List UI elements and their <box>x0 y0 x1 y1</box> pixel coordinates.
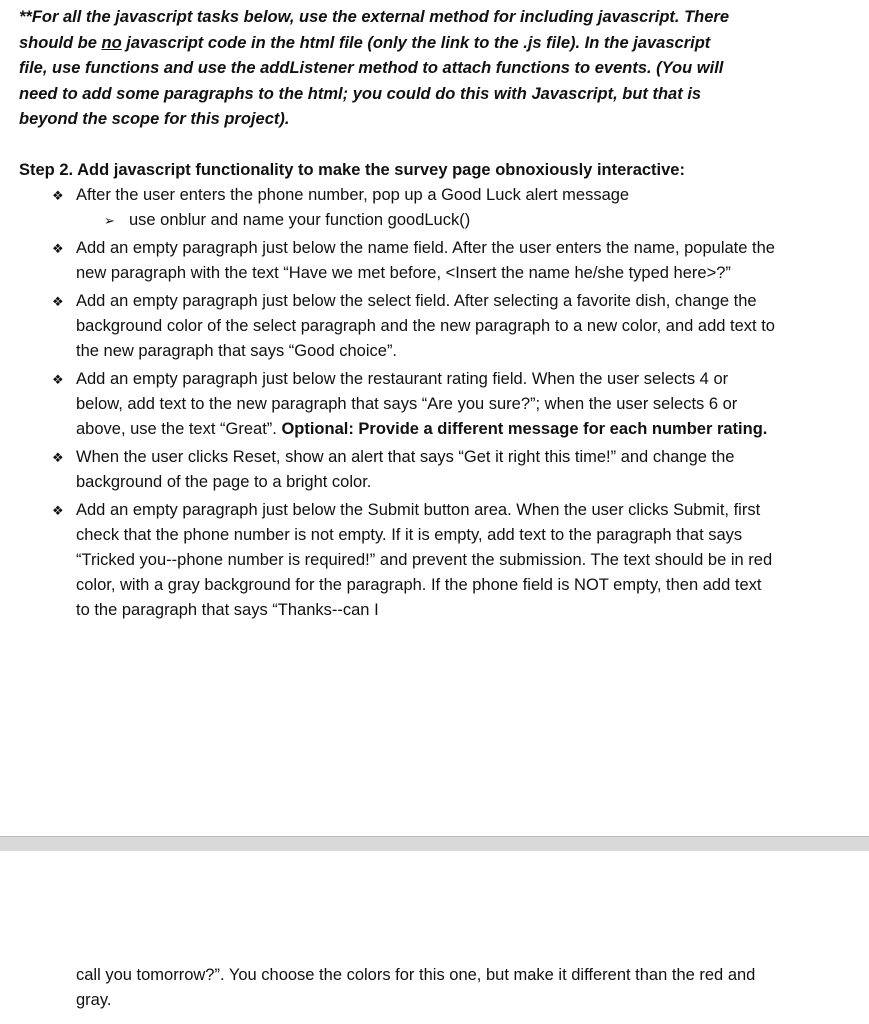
diamond-bullet-icon: ❖ <box>52 372 64 387</box>
intro-instructions <box>19 5 739 133</box>
diamond-bullet-icon: ❖ <box>52 241 64 256</box>
list-item-text: When the user clicks Reset, show an alert that says “Get it right this time!” and change the background of the page to a bright color. <box>76 448 735 491</box>
list-item-text: Add an empty paragraph just below the name field. After the user enters the name, populate the new paragraph with the text “Have we met before, <Insert the name he/she typed here>?” <box>76 239 775 282</box>
diamond-bullet-icon: ❖ <box>52 188 64 203</box>
list-item-text: Add an empty paragraph just below the restaurant rating field. When the user selects 4 or below, add text to the new paragraph that says “Are you sure?”; when the user selects 6 or above, use the text “Great”. <box>76 370 738 438</box>
list-item <box>19 183 776 233</box>
intro-text-part2: javascript code in the html file (only the link to the .js file). In the javascript file, use functions and use the addListener method to attach functions to events. (You will need to add some paragraphs to the html; you could do this with Javascript, but that is beyond the scope for this project). <box>19 33 724 128</box>
diamond-bullet-icon: ❖ <box>52 294 64 309</box>
sub-list-item-text: use onblur and name your function goodLuck() <box>129 211 471 229</box>
step-2-section <box>19 158 849 626</box>
diamond-bullet-icon: ❖ <box>52 503 64 518</box>
list-item <box>19 498 776 623</box>
intro-underlined-word: no <box>101 33 122 52</box>
step-heading: Step 2. Add javascript functionality to make the survey page obnoxiously interactive: <box>19 161 685 179</box>
list-item <box>19 445 776 495</box>
list-item-text: After the user enters the phone number, pop up a Good Luck alert message <box>76 186 630 204</box>
requirements-list <box>19 183 849 623</box>
continuation-text: call you tomorrow?”. You choose the colors for this one, but make it different than the red and gray. <box>76 966 756 1009</box>
list-item <box>19 289 776 364</box>
sub-list-item <box>76 208 776 233</box>
list-item <box>19 236 776 286</box>
list-item <box>19 367 776 442</box>
arrow-bullet-icon: ➢ <box>104 213 115 228</box>
intro-text-part1: **For all the javascript tasks below, use the external method for including javascript. There should be <box>19 8 730 52</box>
list-item-text: Add an empty paragraph just below the select field. After selecting a favorite dish, change the background color of the select paragraph and the new paragraph to a new color, and add text to the new paragraph that says “Good choice”. <box>76 292 775 360</box>
optional-note: Optional: Provide a different message for each number rating. <box>281 420 768 438</box>
list-item-text: Add an empty paragraph just below the Submit button area. When the user clicks Submit, first check that the phone number is not empty. If it is empty, add text to the paragraph that says “Tricked you--phone number is required!” and prevent the submission. The text should be in red color, with a gray background for the paragraph. If the phone field is NOT empty, then add text to the paragraph that says “Thanks--can I <box>76 501 773 619</box>
page-break-divider <box>0 836 869 852</box>
diamond-bullet-icon: ❖ <box>52 450 64 465</box>
